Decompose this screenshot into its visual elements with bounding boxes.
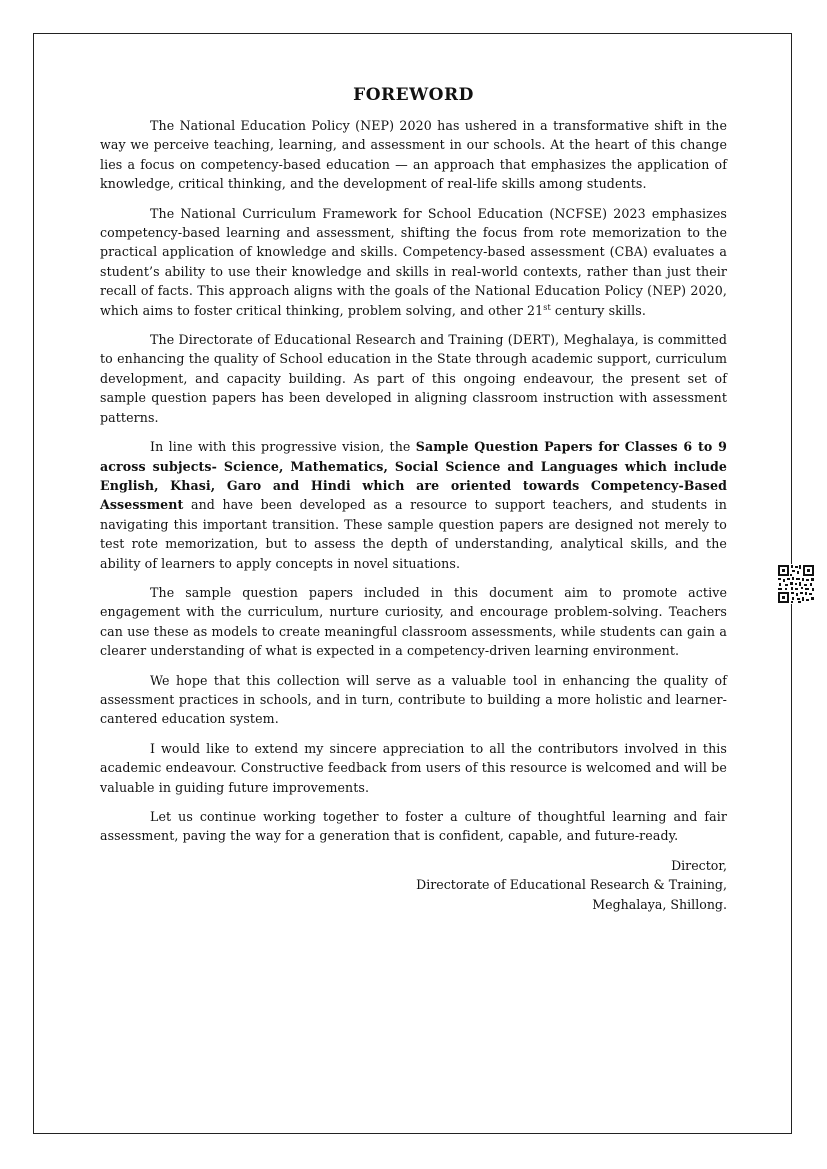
paragraph-2-end: century skills.	[550, 302, 646, 318]
signature-title: Director,	[671, 857, 727, 873]
paragraph-6: We hope that this collection will serve as a valuable tool in enhancing the quality of assessment practices in schools, and in turn, contribute to building a more holistic and learner-cantered education system.	[100, 672, 727, 727]
paragraph-2-text: The National Curriculum Framework for School Education (NCFSE) 2023 emphasizes competency-based learning and assessment, shifting the focus from rote memorization to the practical application of knowledge and skills. Competency-based assessment (CBA) evaluates a student’s ability to use their knowledge and skills in real-world contexts, rather than just their recall of facts. This approach aligns with the goals of the National Education Policy (NEP) 2020, which aims to foster critical thinking, problem solving, and other 21	[100, 205, 727, 318]
paragraph-1: The National Education Policy (NEP) 2020 has ushered in a transformative shift in the way we perceive teaching, learning, and assessment in our schools. At the heart of this change lies a focus on competency-based education — an approach that emphasizes the application of knowledge, critical thinking, and the development of real-life skills among students.	[100, 118, 727, 192]
foreword-content	[100, 84, 727, 914]
paragraph-2	[100, 204, 727, 320]
signature-block	[100, 856, 727, 914]
signature-location: Meghalaya, Shillong.	[592, 896, 727, 912]
paragraph-5: The sample question papers included in this document aim to promote active engagement with the curriculum, nurture curiosity, and encourage problem-solving. Teachers can use these as models to create meaningful classroom assessments, while students can gain a clearer understanding of what is expected in a competency-driven learning environment.	[100, 584, 727, 659]
paragraph-8: Let us continue working together to foster a culture of thoughtful learning and fair assessment, paving the way for a generation that is confident, capable, and future-ready.	[100, 809, 727, 844]
paragraph-3: The Directorate of Educational Research and Training (DERT), Meghalaya, is committed to enhancing the quality of School education in the State through academic support, curriculum development, and capacity building. As part of this ongoing endeavour, the present set of sample question papers has been developed in aligning classroom instruction with assessment patterns.	[100, 332, 727, 425]
superscript-st: st	[543, 302, 551, 312]
paragraph-4	[100, 437, 727, 573]
signature-organization: Directorate of Educational Research & Training,	[416, 877, 727, 893]
qr-code-icon[interactable]	[777, 564, 815, 604]
paragraph-4-bold: Sample Question Papers for Classes 6 to 9 across subjects- Science, Mathematics, Social Science and Languages which include English, Khasi, Garo and Hindi which are oriented towards Competency-Based Assessment	[100, 439, 727, 513]
page-title: FOREWORD	[353, 85, 474, 105]
paragraph-4-end: and have been developed as a resource to support teachers, and students in navigating this important transition. These sample question papers are designed not merely to test rote memorization, but to assess the depth of understanding, analytical skills, and the ability of learners to apply concepts in novel situations.	[100, 497, 727, 571]
paragraph-7: I would like to extend my sincere appreciation to all the contributors involved in this academic endeavour. Constructive feedback from users of this resource is welcomed and will be valuable in guiding future improvements.	[100, 740, 727, 795]
paragraph-4-start: In line with this progressive vision, the	[150, 439, 416, 455]
